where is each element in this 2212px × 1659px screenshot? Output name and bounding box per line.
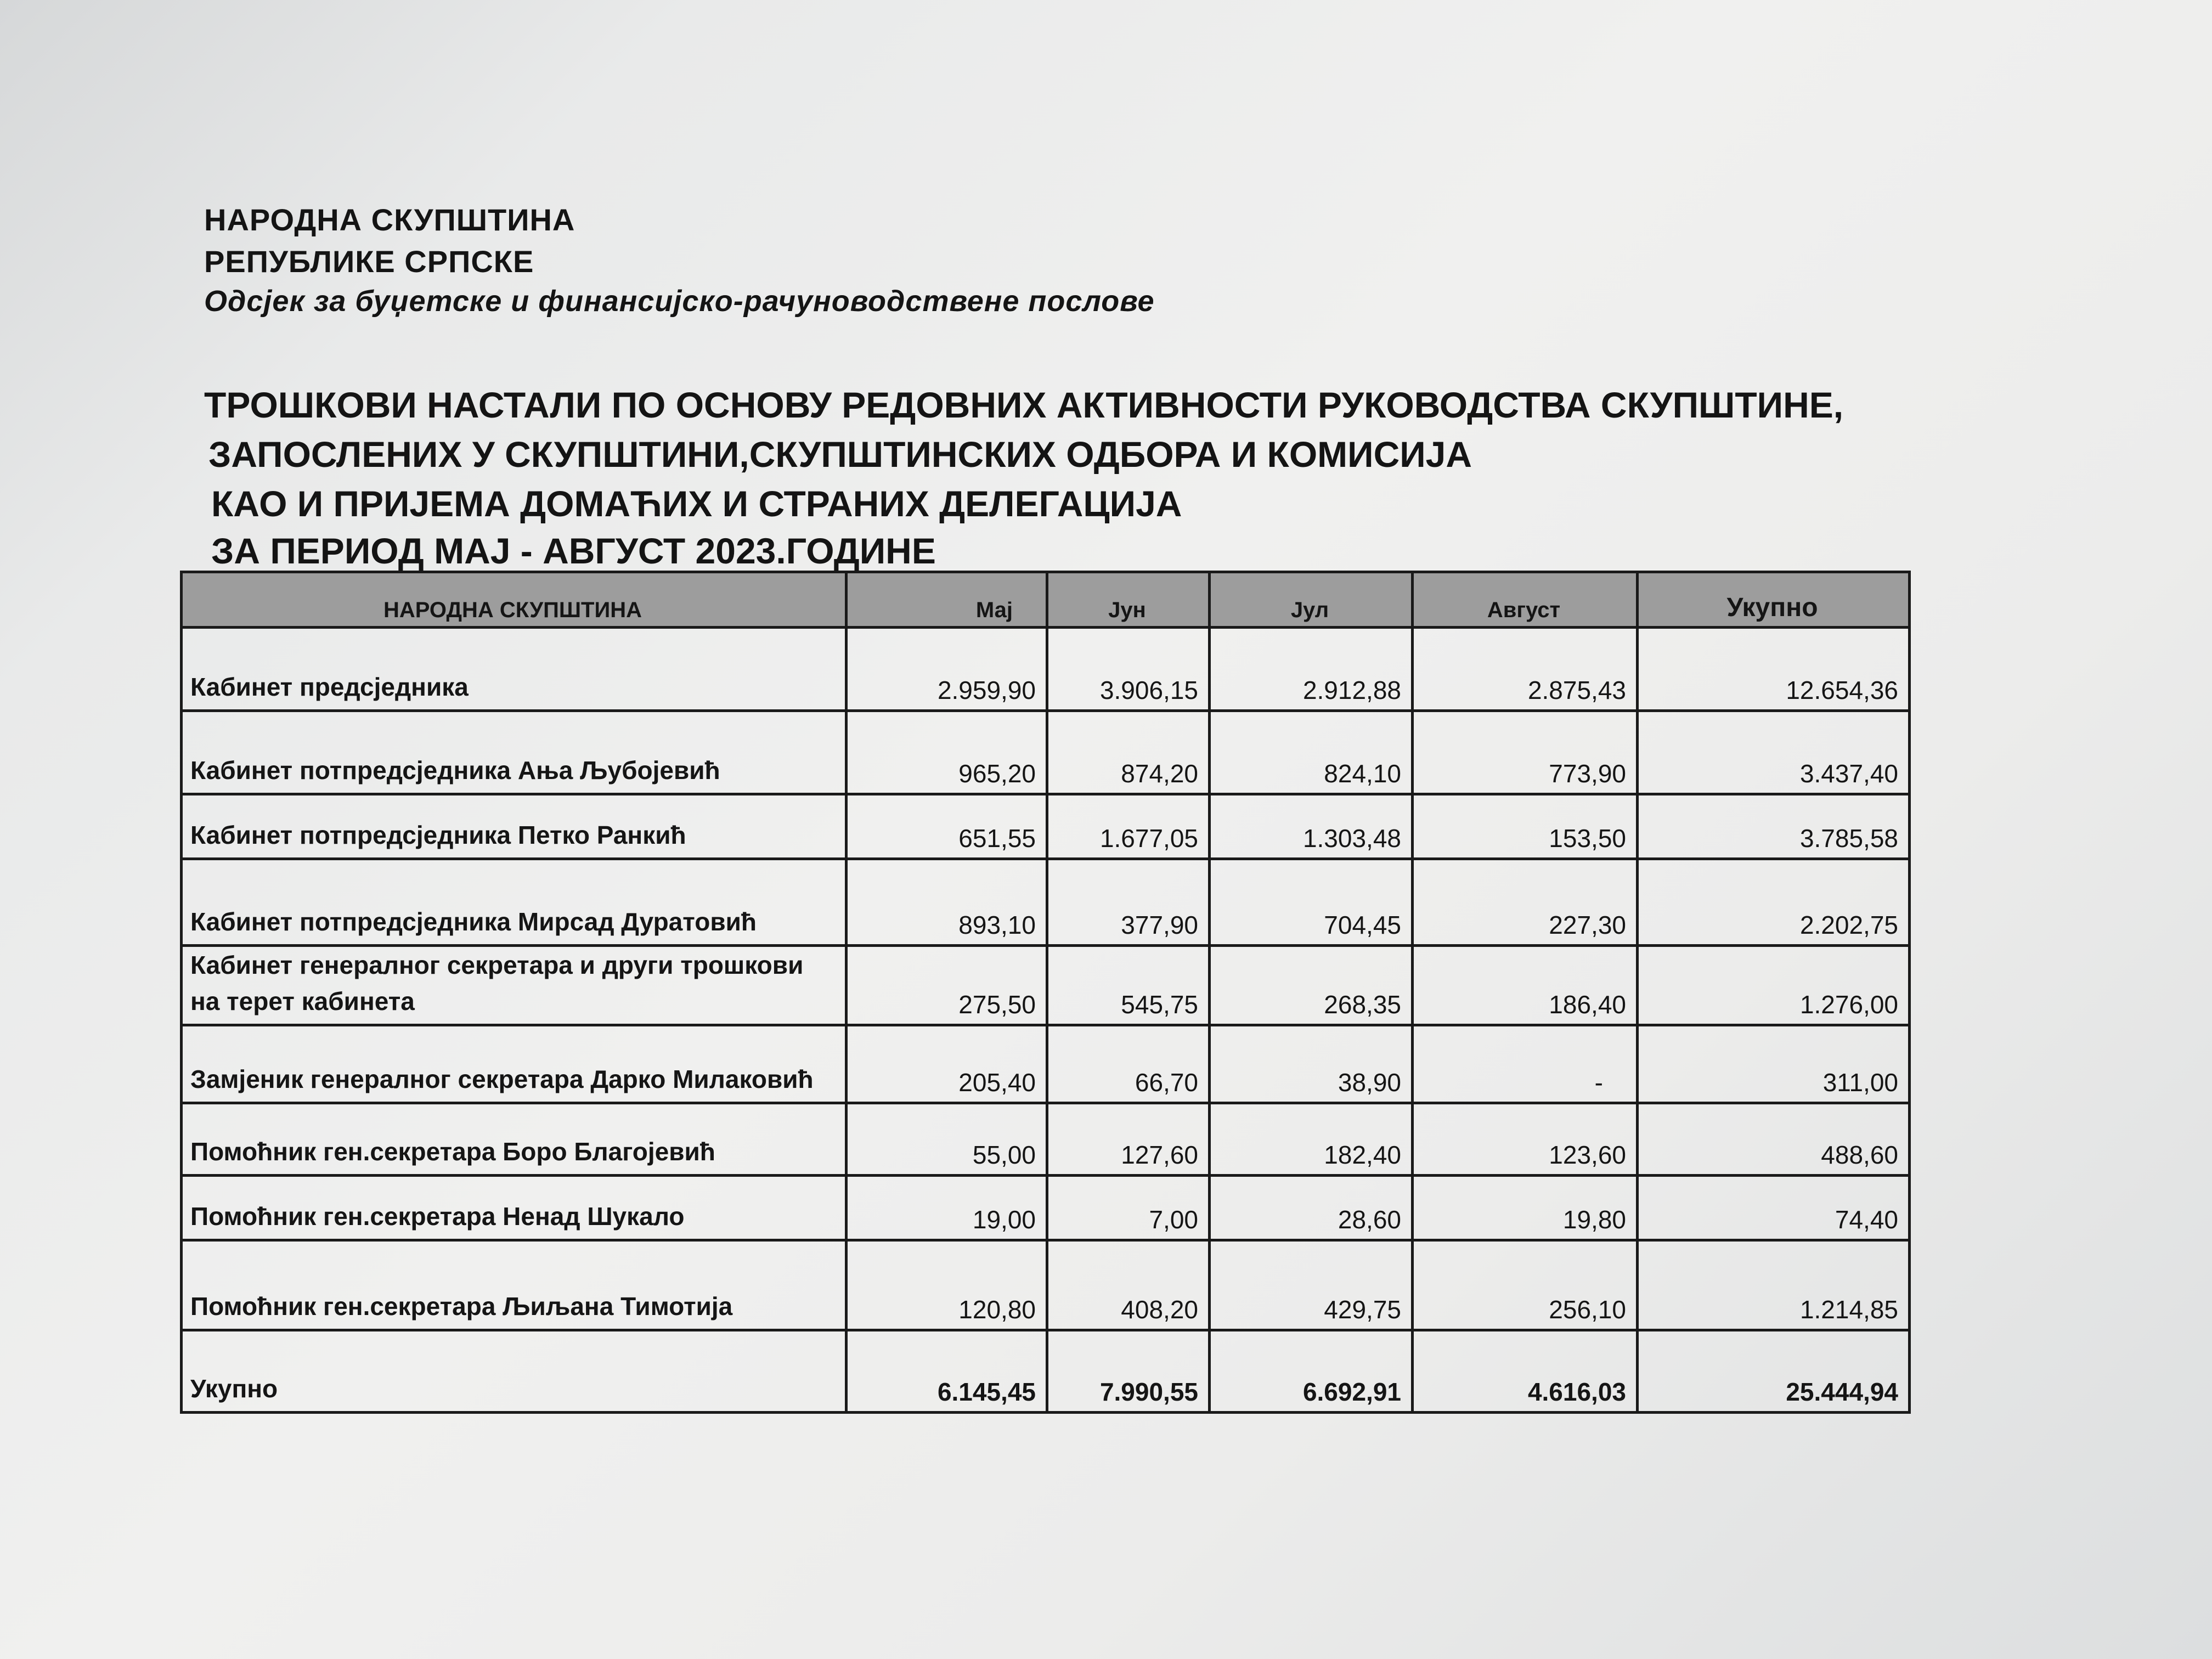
cell-jul: 1.303,48 (1210, 794, 1413, 859)
document-title-line2: ЗАПОСЛЕНИХ У СКУПШТИНИ,СКУПШТИНСКИХ ОДБОРА И КОМИСИЈА (208, 434, 1472, 475)
cell-jun: 408,20 (1047, 1240, 1210, 1330)
row-label: Помоћник ген.секретара Љиљана Тимотија (182, 1240, 847, 1330)
cell-jun: 874,20 (1047, 711, 1210, 794)
cell-aug: 2.875,43 (1413, 628, 1638, 711)
cell-total: 3.785,58 (1638, 794, 1910, 859)
row-label: Кабинет потпредсједника Петко Ранкић (182, 794, 847, 859)
header-cell-jul: Јул (1210, 572, 1413, 628)
cell-jul: 28,60 (1210, 1176, 1413, 1240)
table-row (182, 711, 1910, 794)
table-row (182, 628, 1910, 711)
cell-may: 120,80 (847, 1240, 1047, 1330)
table-row (182, 859, 1910, 946)
document-title-line4: ЗА ПЕРИОД МАЈ - АВГУСТ 2023.ГОДИНЕ (211, 531, 936, 571)
cell-total: 2.202,75 (1638, 859, 1910, 946)
cell-aug: 186,40 (1413, 946, 1638, 1025)
cost-table (180, 571, 1911, 1414)
cell-total: 74,40 (1638, 1176, 1910, 1240)
row-label: Кабинет генералног секретара и други трошкови на терет кабинета (182, 946, 847, 1025)
cell-jun: 1.677,05 (1047, 794, 1210, 859)
table-row (182, 1240, 1910, 1330)
cell-may: 965,20 (847, 711, 1047, 794)
header-cell-name: НАРОДНА СКУПШТИНА (182, 572, 847, 628)
table-row (182, 1025, 1910, 1103)
cell-jul: 824,10 (1210, 711, 1413, 794)
cell-total: 3.437,40 (1638, 711, 1910, 794)
table-total-row (182, 1330, 1910, 1413)
cell-may: 2.959,90 (847, 628, 1047, 711)
org-name-line2: РЕПУБЛИКЕ СРПСКЕ (204, 244, 534, 279)
total-row-label: Укупно (182, 1330, 847, 1413)
table-row (182, 1176, 1910, 1240)
cell-may: 275,50 (847, 946, 1047, 1025)
cell-jun: 66,70 (1047, 1025, 1210, 1103)
row-label: Замјеник генералног секретара Дарко Милаковић (182, 1025, 847, 1103)
cell-jul: 704,45 (1210, 859, 1413, 946)
row-label: Помоћник ген.секретара Ненад Шукало (182, 1176, 847, 1240)
cell-jul: 2.912,88 (1210, 628, 1413, 711)
cell-total: 1.276,00 (1638, 946, 1910, 1025)
cell-jul: 429,75 (1210, 1240, 1413, 1330)
row-label: Кабинет потпредсједника Мирсад Дуратовић (182, 859, 847, 946)
document-title-line3: КАО И ПРИЈЕМА ДОМАЋИХ И СТРАНИХ ДЕЛЕГАЦИЈА (211, 483, 1182, 524)
row-label: Помоћник ген.секретара Боро Благојевић (182, 1103, 847, 1176)
cell-jun: 545,75 (1047, 946, 1210, 1025)
header-cell-may: Мај (847, 572, 1047, 628)
cell-aug: - (1413, 1025, 1638, 1103)
cell-total: 1.214,85 (1638, 1240, 1910, 1330)
cell-may: 19,00 (847, 1176, 1047, 1240)
cell-jul: 268,35 (1210, 946, 1413, 1025)
cell-jun: 127,60 (1047, 1103, 1210, 1176)
department-name: Одсјек за буџетске и финансијско-рачуноводствене послове (204, 285, 1155, 318)
cell-jul: 38,90 (1210, 1025, 1413, 1103)
cell-total: 488,60 (1638, 1103, 1910, 1176)
total-may: 6.145,45 (847, 1330, 1047, 1413)
header-cell-jun: Јун (1047, 572, 1210, 628)
cell-aug: 773,90 (1413, 711, 1638, 794)
cell-jun: 3.906,15 (1047, 628, 1210, 711)
row-label: Кабинет предсједника (182, 628, 847, 711)
cell-total: 12.654,36 (1638, 628, 1910, 711)
cell-jun: 377,90 (1047, 859, 1210, 946)
table-row (182, 794, 1910, 859)
cell-aug: 19,80 (1413, 1176, 1638, 1240)
header-cell-aug: Август (1413, 572, 1638, 628)
cell-jun: 7,00 (1047, 1176, 1210, 1240)
table-row (182, 946, 1910, 1025)
table-row (182, 1103, 1910, 1176)
cell-may: 55,00 (847, 1103, 1047, 1176)
cell-aug: 227,30 (1413, 859, 1638, 946)
document-title-line1: ТРОШКОВИ НАСТАЛИ ПО ОСНОВУ РЕДОВНИХ АКТИВНОСТИ РУКОВОДСТВА СКУПШТИНЕ, (204, 385, 1844, 425)
cell-may: 205,40 (847, 1025, 1047, 1103)
cell-may: 651,55 (847, 794, 1047, 859)
cell-may: 893,10 (847, 859, 1047, 946)
org-name-line1: НАРОДНА СКУПШТИНА (204, 202, 575, 237)
cell-aug: 153,50 (1413, 794, 1638, 859)
cell-jul: 182,40 (1210, 1103, 1413, 1176)
total-jul: 6.692,91 (1210, 1330, 1413, 1413)
cell-total: 311,00 (1638, 1025, 1910, 1103)
total-aug: 4.616,03 (1413, 1330, 1638, 1413)
grand-total: 25.444,94 (1638, 1330, 1910, 1413)
total-jun: 7.990,55 (1047, 1330, 1210, 1413)
table-header-row (182, 572, 1910, 628)
cell-aug: 123,60 (1413, 1103, 1638, 1176)
row-label: Кабинет потпредсједника Ања Љубојевић (182, 711, 847, 794)
cell-aug: 256,10 (1413, 1240, 1638, 1330)
header-cell-total: Укупно (1638, 572, 1910, 628)
